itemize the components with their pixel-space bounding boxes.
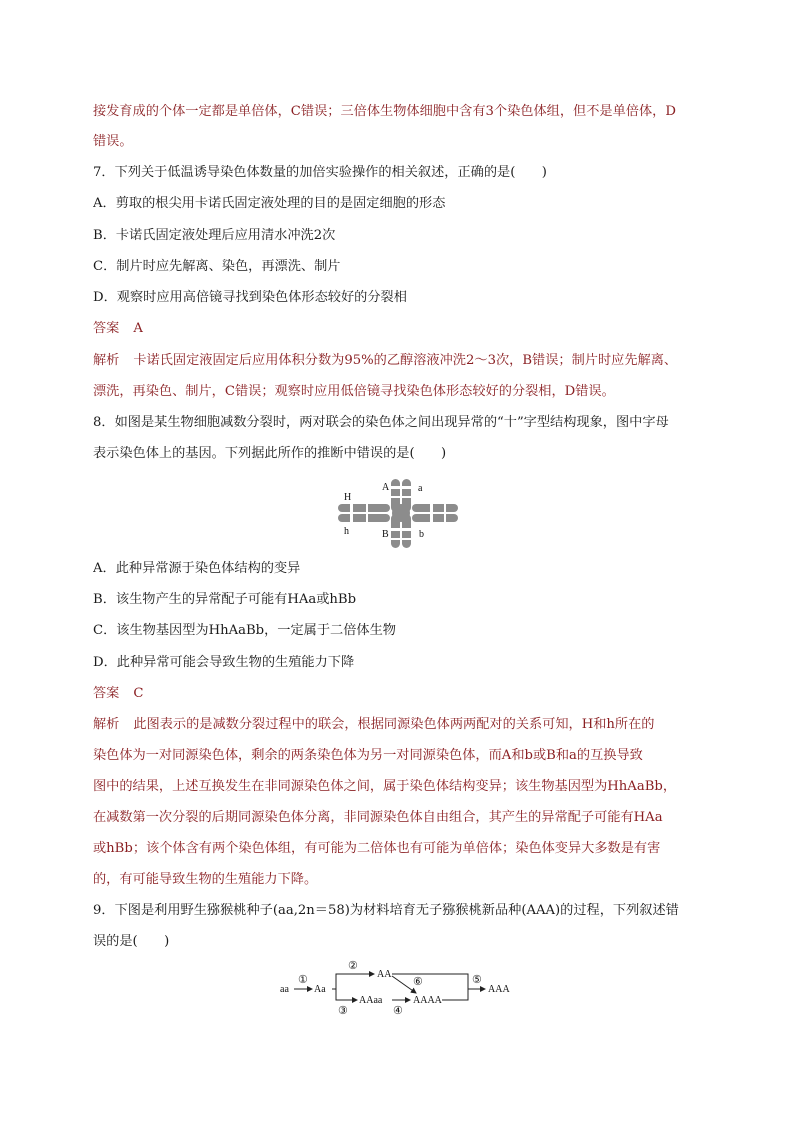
q8-answer <box>93 685 702 703</box>
step-2: ② <box>348 960 358 972</box>
node-AA: AA <box>377 969 392 980</box>
q8-analysis-line-5: 或hBb；该个体含有两个染色体组，有可能为二倍体也有可能为单倍体；染色体变异大多数是有害 <box>93 841 661 856</box>
step-3: ③ <box>338 1005 348 1017</box>
q9-stem-line-2: 误的是( ) <box>93 934 170 949</box>
label-B: B <box>382 529 389 540</box>
step-1: ① <box>298 974 308 986</box>
chromosome-cross-figure <box>330 474 466 552</box>
q8-analysis-line-4: 在减数第一次分裂的后期同源染色体分离，非同源染色体自由组合，其产生的异常配子可能有HAa <box>93 810 663 825</box>
label-h: h <box>344 526 349 537</box>
q8-analysis-line-3: 图中的结果，上述互换发生在非同源染色体之间，属于染色体结构变异；该生物基因型为HhAaBb， <box>93 779 677 794</box>
breeding-flow-diagram <box>278 958 518 1018</box>
q8-analysis-label: 解析 <box>93 717 120 732</box>
node-AAAA: AAAA <box>413 995 442 1006</box>
q8-analysis-line-6: 的，有可能导致生物的生殖能力下降。 <box>93 872 318 887</box>
q9-stem-line-1: 9．下图是利用野生猕猴桃种子(aa,2n＝58)为材料培育无子猕猴桃新品种(AAA)的过程，下列叙述错 <box>93 903 679 918</box>
q7-option-b: B．卡诺氏固定液处理后应用清水冲洗2次 <box>93 228 336 243</box>
q8-answer-value: C <box>133 686 144 701</box>
q8-option-a: A．此种异常源于染色体结构的变异 <box>93 561 301 576</box>
q8-answer-label: 答案 <box>93 686 120 701</box>
q7-option-d: D．观察时应用高倍镜寻找到染色体形态较好的分裂相 <box>93 290 407 305</box>
label-A: A <box>382 482 390 493</box>
q8-option-b: B．该生物产生的异常配子可能有HAa或hBb <box>93 592 357 607</box>
q8-option-c: C．该生物基因型为HhAaBb，一定属于二倍体生物 <box>93 623 396 638</box>
q7-analysis-text-1: 卡诺氏固定液固定后应用体积分数为95%的乙醇溶液冲洗2～3次，B错误；制片时应先解离、 <box>133 353 678 368</box>
q8-analysis-text-1: 此图表示的是减数分裂过程中的联会，根据同源染色体两两配对的关系可知，H和h所在的 <box>133 717 655 732</box>
label-a: a <box>418 483 423 494</box>
q7-option-c: C．制片时应先解离、染色，再漂洗、制片 <box>93 259 341 274</box>
q8-stem-line-1: 8．如图是某生物细胞减数分裂时，两对联会的染色体之间出现异常的“十”字型结构现象，图中字母 <box>93 415 669 430</box>
q7-stem: 7．下列关于低温诱导染色体数量的加倍实验操作的相关叙述，正确的是( ) <box>93 165 547 180</box>
step-5: ⑤ <box>472 974 482 986</box>
q8-stem-line-2: 表示染色体上的基因。下列据此所作的推断中错误的是( ) <box>93 446 447 461</box>
node-Aa: Aa <box>314 984 326 995</box>
q8-analysis-line-1 <box>93 716 702 734</box>
q8-analysis-line-2: 染色体为一对同源染色体，剩余的两条染色体为另一对同源染色体，而A和b或B和a的互换导致 <box>93 748 643 763</box>
q7-answer <box>93 320 702 338</box>
q8-option-d: D．此种异常可能会导致生物的生殖能力下降 <box>93 655 355 670</box>
node-AAA: AAA <box>488 984 510 995</box>
continuation-line-1: 接发育成的个体一定都是单倍体，C错误；三倍体生物体细胞中含有3个染色体组，但不是单倍体，D <box>93 104 676 119</box>
label-b: b <box>419 529 424 540</box>
q7-answer-value: A <box>133 321 143 336</box>
step-4: ④ <box>393 1005 403 1017</box>
q7-analysis-line-2: 漂洗，再染色、制片，C错误；观察时应用低倍镜寻找染色体形态较好的分裂相，D错误。 <box>93 384 615 399</box>
q7-answer-label: 答案 <box>93 321 120 336</box>
q7-analysis-line-1 <box>93 352 702 370</box>
q7-option-a: A．剪取的根尖用卡诺氏固定液处理的目的是固定细胞的形态 <box>93 196 446 211</box>
step-6: ⑥ <box>413 976 423 988</box>
label-H: H <box>344 492 352 503</box>
chromosome-shapes <box>338 479 458 548</box>
node-aa: aa <box>280 984 289 995</box>
q7-analysis-label: 解析 <box>93 353 120 368</box>
node-AAaa: AAaa <box>359 995 383 1006</box>
continuation-line-2: 错误。 <box>93 134 133 149</box>
